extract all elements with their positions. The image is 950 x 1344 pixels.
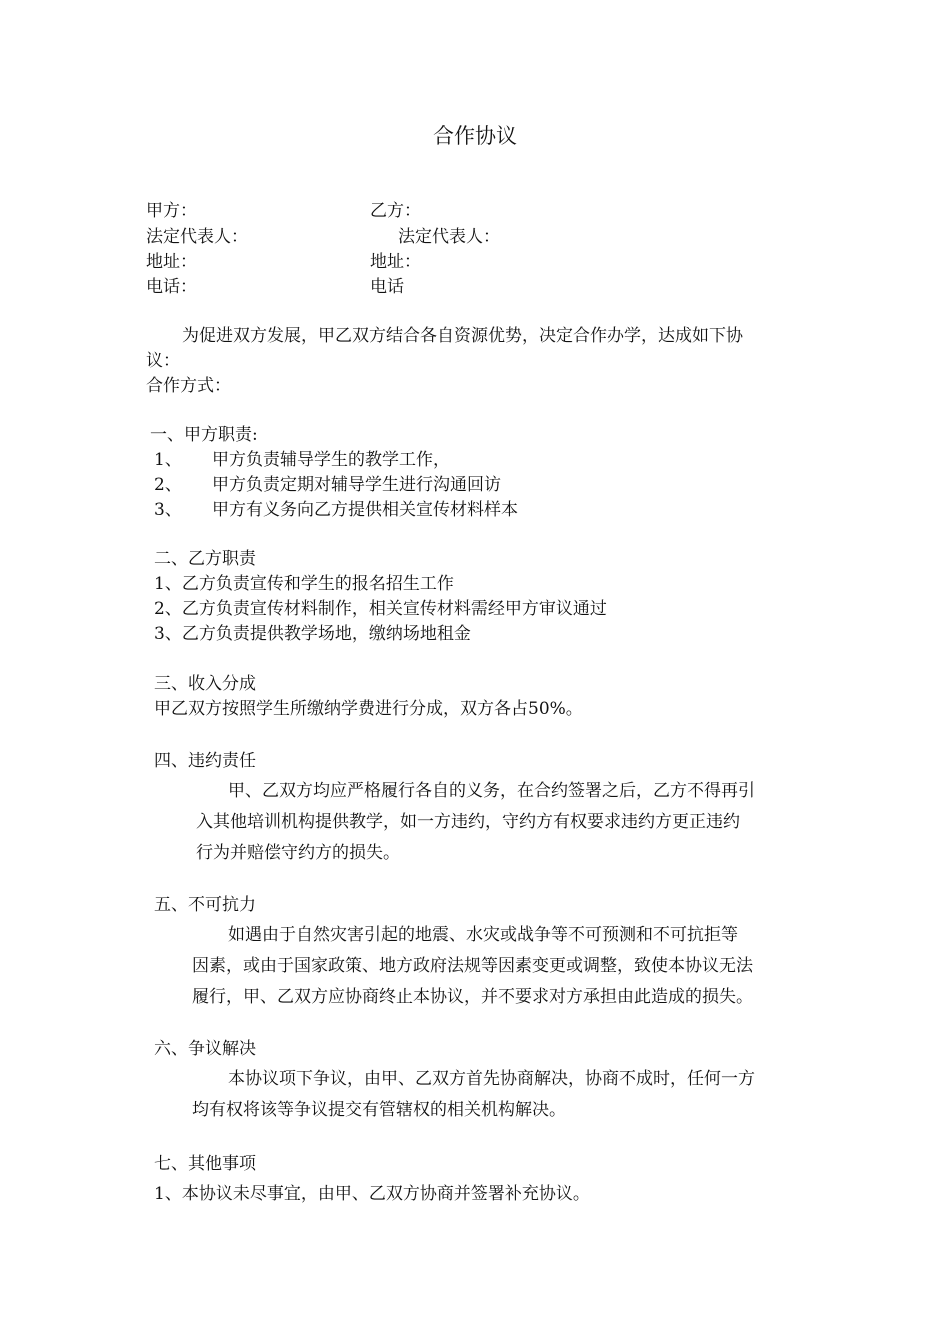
list-item: 甲方负责辅导学生的教学工作， (212, 450, 450, 470)
party-a-label: 甲方： (146, 201, 197, 221)
section-body-line: 均有权将该等争议提交有管辖权的相关机构解决。 (192, 1100, 566, 1120)
section-heading: 六、争议解决 (154, 1039, 256, 1059)
section-body-line: 甲、乙双方均应严格履行各自的义务，在合约签署之后，乙方不得再引 (228, 781, 755, 801)
section-heading: 二、乙方职责 (154, 549, 256, 569)
list-item: 1、乙方负责宣传和学生的报名招生工作 (154, 574, 454, 594)
list-item: 3、乙方负责提供教学场地，缴纳场地租金 (154, 624, 471, 644)
list-item: 甲方负责定期对辅导学生进行沟通回访 (212, 475, 501, 495)
section-heading: 一、甲方职责: (150, 425, 258, 445)
list-item-number: 1、 (154, 450, 182, 470)
list-item: 甲方有义务向乙方提供相关宣传材料样本 (212, 500, 518, 520)
list-item: 1、本协议未尽事宜，由甲、乙双方协商并签署补充协议。 (154, 1184, 590, 1204)
section-heading: 五、不可抗力 (154, 895, 256, 915)
cooperation-mode-label: 合作方式： (146, 376, 231, 396)
section-body: 甲乙双方按照学生所缴纳学费进行分成，双方各占50%。 (154, 699, 583, 719)
legal-rep-a-label: 法定代表人： (146, 227, 248, 247)
section-body-line: 行为并赔偿守约方的损失。 (196, 843, 400, 863)
section-body-line: 如遇由于自然灾害引起的地震、水灾或战争等不可预测和不可抗拒等 (228, 925, 738, 945)
section-body-line: 履行，甲、乙双方应协商终止本协议，并不要求对方承担由此造成的损失。 (192, 987, 753, 1007)
section-heading: 七、其他事项 (154, 1154, 256, 1174)
section-body-line: 本协议项下争议，由甲、乙双方首先协商解决，协商不成时，任何一方 (228, 1069, 755, 1089)
address-a-label: 地址： (146, 252, 197, 272)
address-b-label: 地址： (370, 252, 421, 272)
section-body-line: 因素，或由于国家政策、地方政府法规等因素变更或调整，致使本协议无法 (192, 956, 753, 976)
list-item-number: 3、 (154, 500, 182, 520)
list-item: 2、乙方负责宣传材料制作，相关宣传材料需经甲方审议通过 (154, 599, 607, 619)
phone-b-label: 电话 (370, 277, 404, 297)
document-title: 合作协议 (433, 124, 517, 148)
phone-a-label: 电话： (146, 277, 197, 297)
legal-rep-b-label: 法定代表人： (398, 227, 500, 247)
section-heading: 三、收入分成 (154, 674, 256, 694)
section-body-line: 入其他培训机构提供教学，如一方违约，守约方有权要求违约方更正违约 (196, 812, 740, 832)
list-item-number: 2、 (154, 475, 182, 495)
party-b-label: 乙方： (370, 201, 421, 221)
preamble-line: 为促进双方发展，甲乙双方结合各自资源优势，决定合作办学，达成如下协 (182, 326, 743, 346)
preamble-line: 议： (146, 351, 180, 371)
section-heading: 四、违约责任 (154, 751, 256, 771)
